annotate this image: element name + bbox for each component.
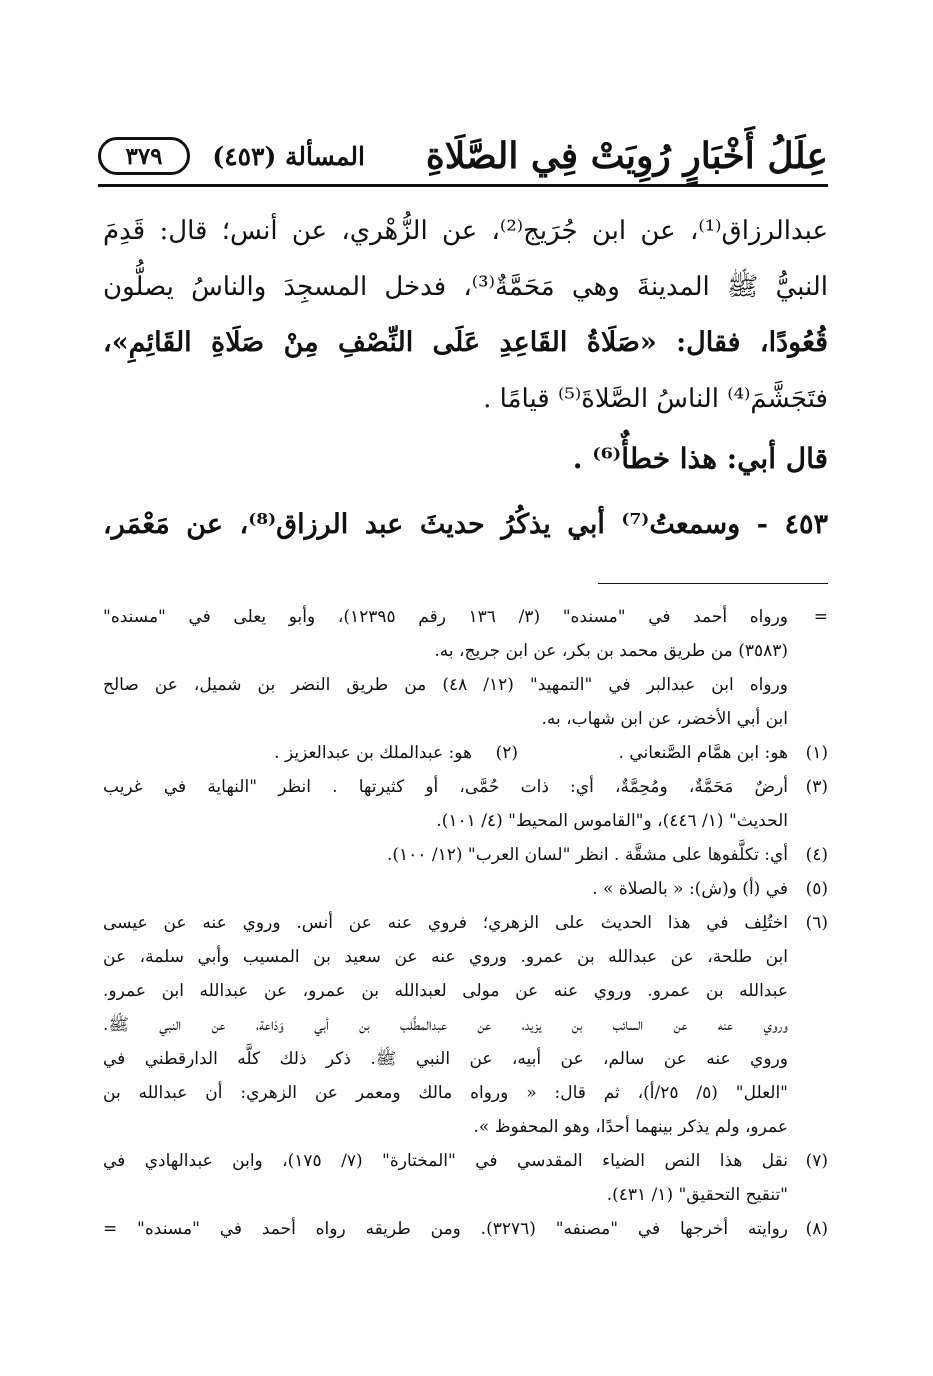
footnote-text: ابن طلحة، عن عبدالله بن عمرو. وروي عنه عن سعيد بن المسيب وأبي سلمة، عن (103, 947, 788, 967)
main-line: قال أبي: هذا خطأٌ⁽⁶⁾ . (572, 442, 828, 475)
footnote-line (103, 600, 828, 634)
footnote-text: ورواه أحمد في "مسنده" (٣/ ١٣٦ رقم ١٢٣٩٥)، وأبو يعلى في "مسنده" (103, 607, 788, 627)
footnote-line (103, 1110, 828, 1144)
footnote-line (103, 1178, 828, 1212)
footnote-line (103, 906, 828, 940)
footnotes (103, 600, 828, 1246)
page-number-badge (98, 137, 190, 175)
footnote-line (103, 1076, 828, 1110)
header-rule (98, 184, 828, 187)
footnote-text: أي: تكلَّفوها على مشقَّة . انظر "لسان العرب" (١٢/ ١٠٠). (387, 845, 788, 865)
footnote-text: في (أ) و(ش): « بالصلاة » . (592, 879, 788, 899)
footnote-text: "تنقيح التحقيق" (١/ ٤٣١). (606, 1185, 788, 1205)
footnote-line (103, 1144, 828, 1178)
footnote-line (103, 1042, 828, 1076)
footnote-number: (٤) (805, 845, 828, 865)
main-line: ٤٥٣ - وسمعتُ⁽⁷⁾ أبي يذكُرُ حديثَ عبد الرزاق⁽⁸⁾، عن مَعْمَر، (103, 509, 828, 540)
footnote-text: اختُلِف في هذا الحديث على الزهري؛ فروي عنه عن أنس. وروي عنه عن عيسى (103, 913, 788, 933)
footnote-line (103, 634, 828, 668)
footnote-number: (٢) (495, 743, 518, 763)
footnote-line (103, 702, 828, 736)
footnote-line (103, 1008, 828, 1042)
footnote-text: عبدالله بن عمرو. وروي عنه عن مولى لعبدالله بن عمرو، عن عبدالله ابن عمرو. (103, 981, 788, 1001)
page-number: ٣٧٩ (125, 142, 163, 170)
footnote-text: عمرو، ولم يذكر بينهما أحدًا، وهو المحفوظ ». (473, 1117, 788, 1137)
footnote-number: (١) (805, 743, 828, 763)
footnote-line (103, 872, 828, 906)
footnote-text: هو: عبدالملك بن عبدالعزيز . (274, 743, 472, 763)
footnote-text: وروي عنه عن السائب بن يزيد، عن عبدالمطَّلب بن أبي وَدَاعة، عن النبي ﷺ. (103, 1015, 788, 1035)
main-line: قُعُودًا، فقال: «صَلَاةُ القَاعِدِ عَلَى النِّصْفِ مِنْ صَلَاةِ القَائِمِ»، (103, 327, 828, 358)
footnote-number: (٨) (805, 1219, 828, 1239)
main-line: فتَجَشَّمَ⁽⁴⁾ الناسُ الصَّلاةَ⁽⁵⁾ قيامًا . (483, 384, 828, 414)
footnote-text: ورواه ابن عبدالبر في "التمهيد" (١٢/ ٤٨) من طريق النضر بن شميل، عن صالح (103, 675, 788, 695)
continuation-marker: = (813, 607, 828, 627)
main-text (103, 203, 828, 559)
footnote-line (103, 838, 828, 872)
footnote-line (103, 974, 828, 1008)
footnote-line (103, 736, 828, 770)
footnote-line (103, 804, 828, 838)
footnote-number: (٧) (805, 1151, 828, 1171)
footnote-number: (٣) (805, 777, 828, 797)
footnote-text: الحديث" (١/ ٤٤٦)، و"القاموس المحيط" (٤/ ١٠١). (436, 811, 788, 831)
footnote-text: نقل هذا النص الضياء المقدسي في "المختارة" (٧/ ١٧٥)، وابن عبدالهادي في (103, 1151, 788, 1171)
footnote-text: وروي عنه عن سالم، عن أبيه، عن النبي ﷺ. ذكر ذلك كلَّه الدارقطني في (103, 1049, 788, 1069)
main-line: عبدالرزاق⁽¹⁾، عن ابن جُرَيج⁽²⁾، عن الزُّهْري، عن أنس؛ قال: قَدِمَ (103, 216, 828, 246)
footnote-number: (٦) (805, 913, 828, 933)
footnote-number: (٥) (805, 879, 828, 899)
footnote-text: روايته أخرجها في "مصنفه" (٣٢٧٦). ومن طريقه رواه أحمد في "مسنده" = (103, 1219, 788, 1239)
footnote-line (103, 940, 828, 974)
footnote-rule (598, 583, 828, 584)
footnote-line (103, 1212, 828, 1246)
footnote-text: (٣٥٨٣) من طريق محمد بن بكر، عن ابن جريج، به. (434, 641, 788, 661)
footnote-text: ابن أبي الأخضر، عن ابن شهاب، به. (541, 709, 788, 729)
footnote-text: أرضٌ مَحَمَّةٌ، ومُحِمَّةٌ، أي: ذات حُمَّى، أو كثيرتها . انظر "النهاية في غريب (103, 777, 788, 797)
running-title: عِلَلُ أَخْبَارٍ رُوِيَتْ فِي الصَّلَاةِ (425, 135, 828, 177)
footnote-text: "العلل" (٥/ ٢٥/أ)، ثم قال: « ورواه مالك ومعمر عن الزهري: أن عبدالله بن (103, 1083, 788, 1103)
footnote-text: هو: ابن همَّام الصَّنعاني . (618, 743, 788, 763)
issue-label: المسألة (٤٥٣) (212, 142, 365, 171)
footnote-line (103, 770, 828, 804)
footnote-line (103, 668, 828, 702)
main-line: النبيُّ ﷺ المدينةَ وهي مَحَمَّةٌ⁽³⁾، فدخل المسجِدَ والناسُ يصلُّون (103, 272, 828, 302)
